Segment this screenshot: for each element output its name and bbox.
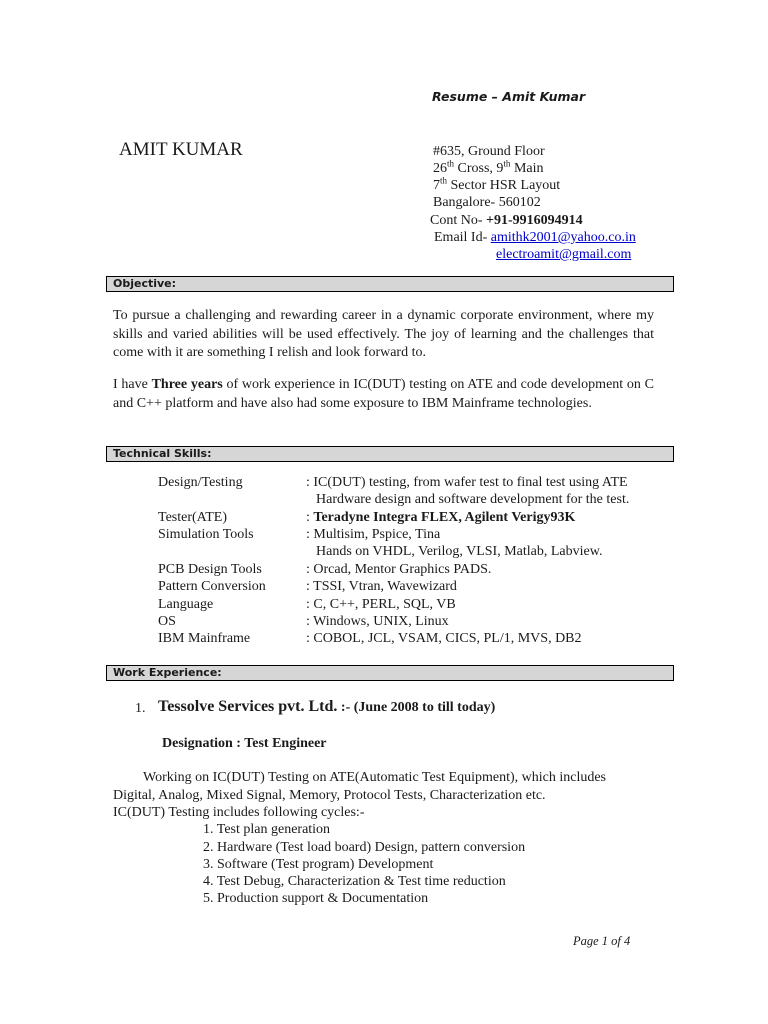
candidate-name: AMIT KUMAR (119, 139, 243, 160)
skill-label: PCB Design Tools (158, 562, 262, 577)
skill-value: : COBOL, JCL, VSAM, CICS, PL/1, MVS, DB2 (306, 631, 582, 646)
address-line-2: 26th Cross, 9th Main (433, 158, 544, 176)
experience-description-line: IC(DUT) Testing includes following cycles:- (113, 805, 365, 820)
skill-value-continuation: Hands on VHDL, Verilog, VLSI, Matlab, Labview. (316, 544, 603, 559)
skill-value: : Teradyne Integra FLEX, Agilent Verigy93K (306, 510, 576, 525)
skill-label: Tester(ATE) (158, 510, 227, 525)
experience-description-line: Working on IC(DUT) Testing on ATE(Automatic Test Equipment), which includes (143, 770, 606, 785)
skill-value: : TSSI, Vtran, Wavewizard (306, 579, 457, 594)
skill-value: : Windows, UNIX, Linux (306, 614, 449, 629)
company-name: Tessolve Services pvt. Ltd. (158, 698, 338, 715)
skill-label: IBM Mainframe (158, 631, 251, 646)
list-item: 3. Software (Test program) Development (203, 857, 434, 872)
skill-value: : IC(DUT) testing, from wafer test to final test using ATE (306, 475, 628, 490)
address-line-4: Bangalore- 560102 (433, 195, 541, 210)
list-item: 5. Production support & Documentation (203, 891, 429, 906)
section-header-technical-skills: Technical Skills: (106, 446, 674, 462)
skill-label: Language (158, 597, 214, 612)
designation: Designation : Test Engineer (162, 736, 327, 751)
page-number: Page 1 of 4 (573, 934, 631, 948)
skill-label: Simulation Tools (158, 527, 254, 542)
contact-number: Cont No- +91-9916094914 (430, 213, 583, 228)
resume-header-title: Resume – Amit Kumar (432, 89, 586, 104)
list-item: 4. Test Debug, Characterization & Test time reduction (203, 874, 506, 889)
skill-label: OS (158, 614, 176, 629)
experience-item-number: 1. (135, 701, 146, 716)
experience-description-line: Digital, Analog, Mixed Signal, Memory, Protocol Tests, Characterization etc. (113, 788, 546, 803)
experience-company-line (158, 698, 495, 716)
skill-value: : Orcad, Mentor Graphics PADS. (306, 562, 492, 577)
address-line-1: #635, Ground Floor (433, 144, 545, 159)
email-link-gmail[interactable]: electroamit@gmail.com (496, 247, 632, 262)
section-header-objective: Objective: (106, 276, 674, 292)
employment-period: :- (June 2008 to till today) (337, 700, 496, 715)
email-line: Email Id- amithk2001@yahoo.co.in (434, 230, 636, 245)
list-item: 2. Hardware (Test load board) Design, pattern conversion (203, 840, 526, 855)
email-link-yahoo[interactable]: amithk2001@yahoo.co.in (490, 230, 636, 245)
skill-label: Pattern Conversion (158, 579, 266, 594)
skill-value: : Multisim, Pspice, Tina (306, 527, 441, 542)
list-item: 1. Test plan generation (203, 822, 331, 837)
objective-paragraph: To pursue a challenging and rewarding career in a dynamic corporate environment, where my skills and varied abilities will be used effectively. The joy of learning and the challenges that come with it are something I relish and look forward to. (113, 308, 654, 360)
section-header-work-experience: Work Experience: (106, 665, 674, 681)
address-line-3: 7th Sector HSR Layout (433, 175, 561, 193)
skill-value: : C, C++, PERL, SQL, VB (306, 597, 456, 612)
skill-label: Design/Testing (158, 475, 243, 490)
experience-summary-paragraph: I have Three years of work experience in IC(DUT) testing on ATE and code development on C and C++ platform and have also had some exposure to IBM Mainframe technologies. (113, 377, 654, 411)
skill-value-continuation: Hardware design and software development for the test. (316, 492, 630, 507)
